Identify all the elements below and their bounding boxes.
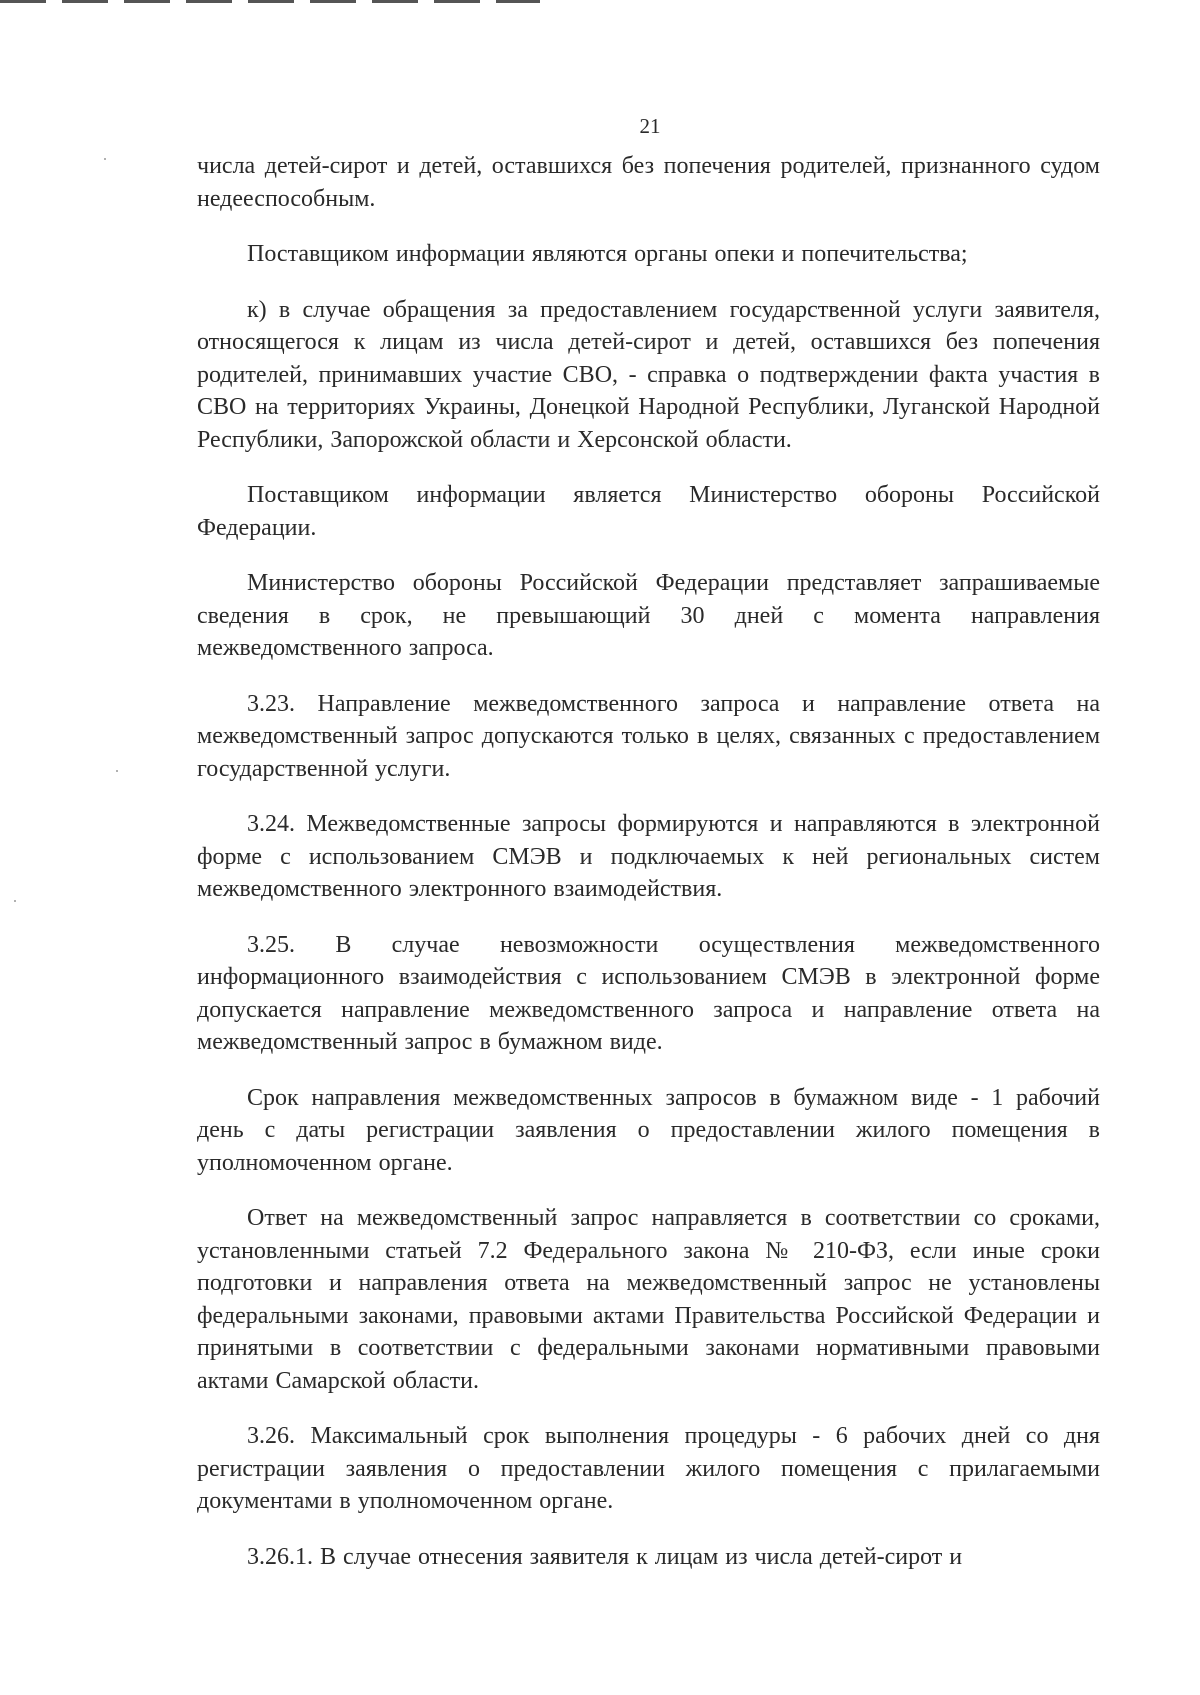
paragraph-continuation: числа детей-сирот и детей, оставшихся без попечения родителей, признанного судом недееспособным. [197,153,1100,212]
paragraph: Поставщиком информации является Министерство обороны Российской Федерации. [197,482,1100,541]
paragraph-3-25: 3.25. В случае невозможности осуществления межведомственного информационного взаимодействия с использованием СМЭВ в электронной форме допускается направление межведомственного запроса и направление ответа на межведомственный запрос в бумажном виде. [197,931,1100,1055]
document-body [197,150,1100,1573]
paragraph: Министерство обороны Российской Федерации представляет запрашиваемые сведения в срок, не превышающий 30 дней с момента направления межведомственного запроса. [197,570,1100,661]
scan-top-rule [0,0,540,3]
paragraph-3-26: 3.26. Максимальный срок выполнения процедуры - 6 рабочих дней со дня регистрации заявления о предоставлении жилого помещения с прилагаемыми документами в уполномоченном органе. [197,1423,1100,1514]
scan-speck [104,158,106,160]
paragraph: Ответ на межведомственный запрос направляется в соответствии со сроками, установленными статьей 7.2 Федерального закона № 210-ФЗ, если иные сроки подготовки и направления ответа на межведомственный запрос не установлены федеральными законами, правовыми актами Правительства Российской Федерации и принятыми в соответствии с федеральными законами нормативными правовыми актами Самарской области. [197,1205,1100,1394]
paragraph: Срок направления межведомственных запросов в бумажном виде - 1 рабочий день с даты регистрации заявления о предоставлении жилого помещения в уполномоченном органе. [197,1084,1100,1176]
paragraph-3-24: 3.24. Межведомственные запросы формируются и направляются в электронной форме с использованием СМЭВ и подключаемых к ней региональных систем межведомственного электронного взаимодействия. [197,811,1100,902]
paragraph-3-23: 3.23. Направление межведомственного запроса и направление ответа на межведомственный запрос допускаются только в целях, связанных с предоставлением государственной услуги. [197,690,1100,782]
paragraph-item-k: к) в случае обращения за предоставлением государственной услуги заявителя, относящегося к лицам из числа детей-сирот и детей, оставшихся без попечения родителей, принимавших участие СВО, - справка о подтверждении факта участия в СВО на территориях Украины, Донецкой Народной Республики, Луганской Народной Республики, Запорожской области и Херсонской области. [197,296,1100,453]
scan-speck [116,770,118,772]
paragraph: Поставщиком информации являются органы опеки и попечительства; [247,241,968,267]
page-number: 21 [639,114,661,138]
scan-speck [14,900,16,902]
paragraph-3-26-1: 3.26.1. В случае отнесения заявителя к лицам из числа детей-сирот и [247,1543,963,1570]
